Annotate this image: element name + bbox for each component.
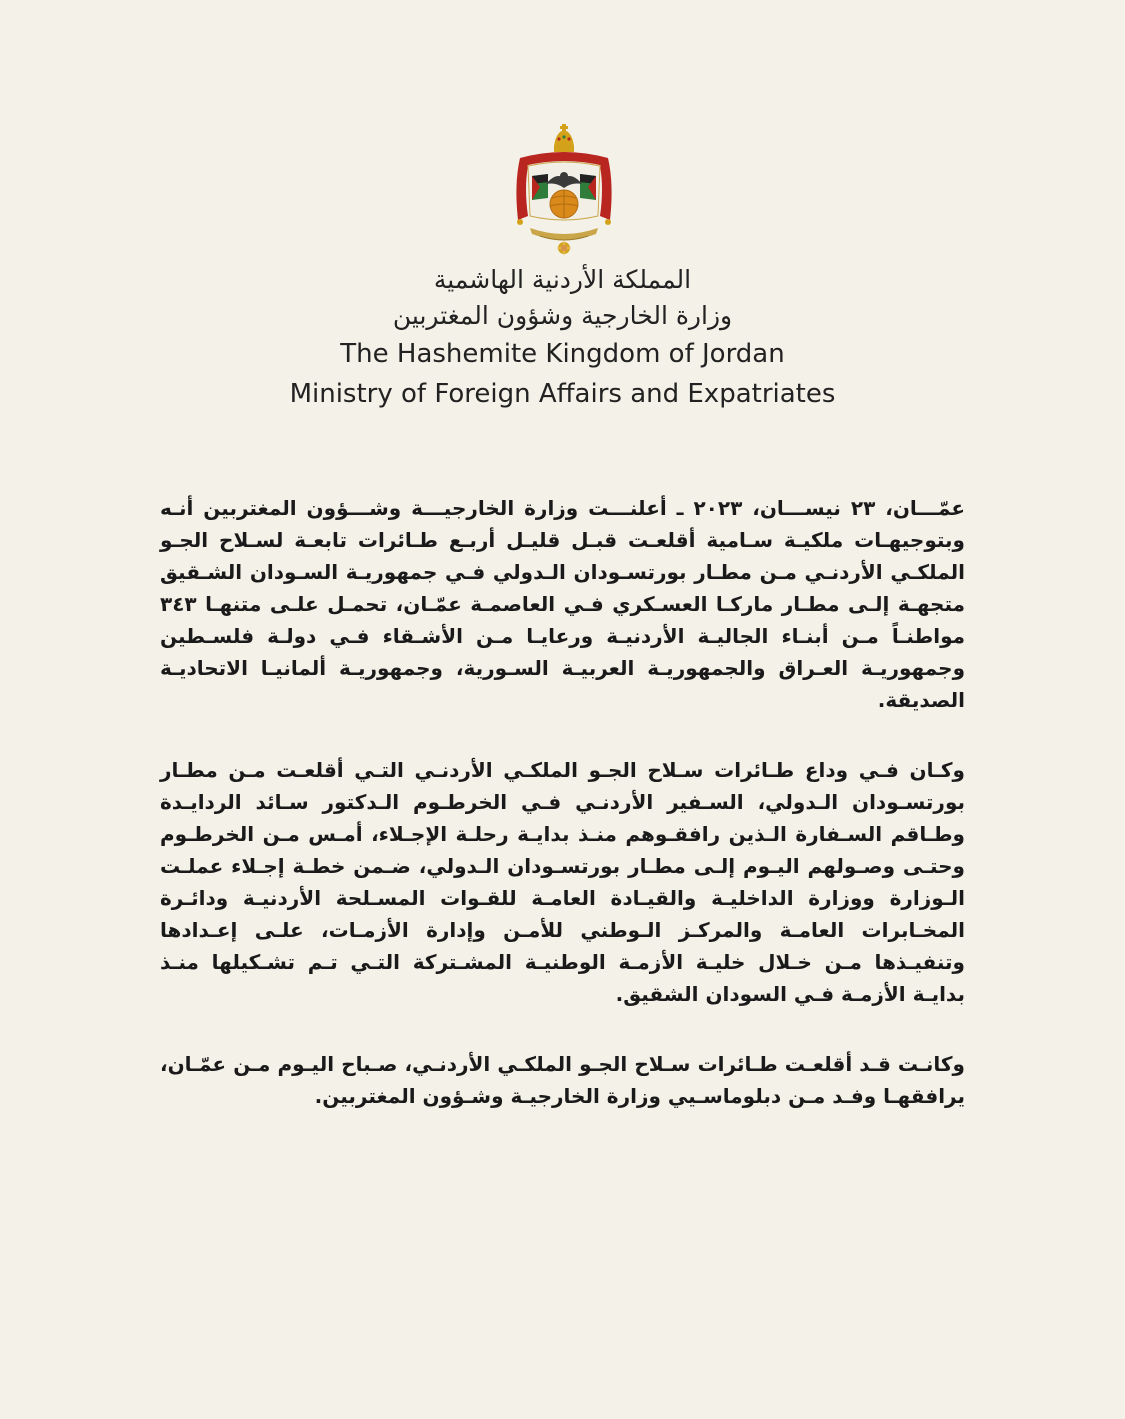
arabic-kingdom-title: المملكة الأردنية الهاشمية (433, 265, 692, 294)
press-release-body (160, 492, 965, 1150)
jordan-coat-of-arms-icon (510, 124, 618, 258)
paragraph-3: وكانـت قـد أقلعـت طـائرات سـلاح الجـو الملكـي الأردنـي، صـباح اليـوم مـن عمّـان، يرافقهـا وفـد مـن دبلوماسـيي وزارة الخارجيـة وشـؤون المغتربين. (160, 1052, 965, 1108)
order-star-icon (556, 240, 572, 256)
ribbon-icon (530, 228, 598, 240)
paragraph-2: وكـان فـي وداع طـائرات سـلاح الجـو الملكـي الأردنـي التـي أقلعـت مـن مطـار بورتسـودان الـدولي، السـفير الأردنـي فـي الخرطـوم الـدكتور سـائد الردايـدة وطـاقم السـفارة الـذين رافقـوهم منـذ بدايـة رحلـة الإجـلاء، أمـس مـن الخرطـوم وحتـى وصـولهم اليـوم إلـى مطـار بورتسـودان الـدولي، ضـمن خطـة إجـلاء عملـت الـوزارة ووزارة الداخليـة والقيـادة العامـة للقـوات المسـلحة الأردنيـة ودائـرة المخـابرات العامـة والمركـز الـوطني للأمـن وإدارة الأزمـات، علـى إعـدادها وتنفيـذها مـن خـلال خليـة الأزمـة الوطنيـة المشـتركة التـي تـم تشـكيلها منـذ بدايـة الأزمـة فـي السودان الشقيق. (160, 758, 965, 1006)
arabic-ministry-title: وزارة الخارجية وشؤون المغتربين (392, 301, 733, 330)
crown-icon (554, 124, 574, 152)
globe-icon (550, 190, 578, 218)
paragraph-1: عمّـــان، ٢٣ نيســـان، ٢٠٢٣ ـ أعلنـــت وزارة الخارجيـــة وشـــؤون المغتربين أنـه وبتوجيهـات ملكيـة سـامية أقلعـت قبـل قليـل أربـع طـائرات تابعـة لسـلاح الجـو الملكـي الأردنـي مـن مطـار بورتسـودان الـدولي فـي جمهوريـة السـودان الشـقيق متجهـة إلـى مطـار ماركـا العسـكري فـي العاصمـة عمّـان، تحمـل علـى متنهـا ٣٤٣ مواطنـاً مـن أبنـاء الجاليـة الأردنيـة ورعايـا مـن الأشـقاء فـي دولـة فلسـطين وجمهوريـة العـراق والجمهوريـة العربيـة السـورية، وجمهوريـة ألمانيـا الاتحاديـة الصديقة. (160, 496, 966, 712)
english-kingdom-title: The Hashemite Kingdom of Jordan (340, 339, 785, 369)
letterhead (0, 262, 1125, 414)
english-ministry-title: Ministry of Foreign Affairs and Expatriates (289, 379, 836, 409)
